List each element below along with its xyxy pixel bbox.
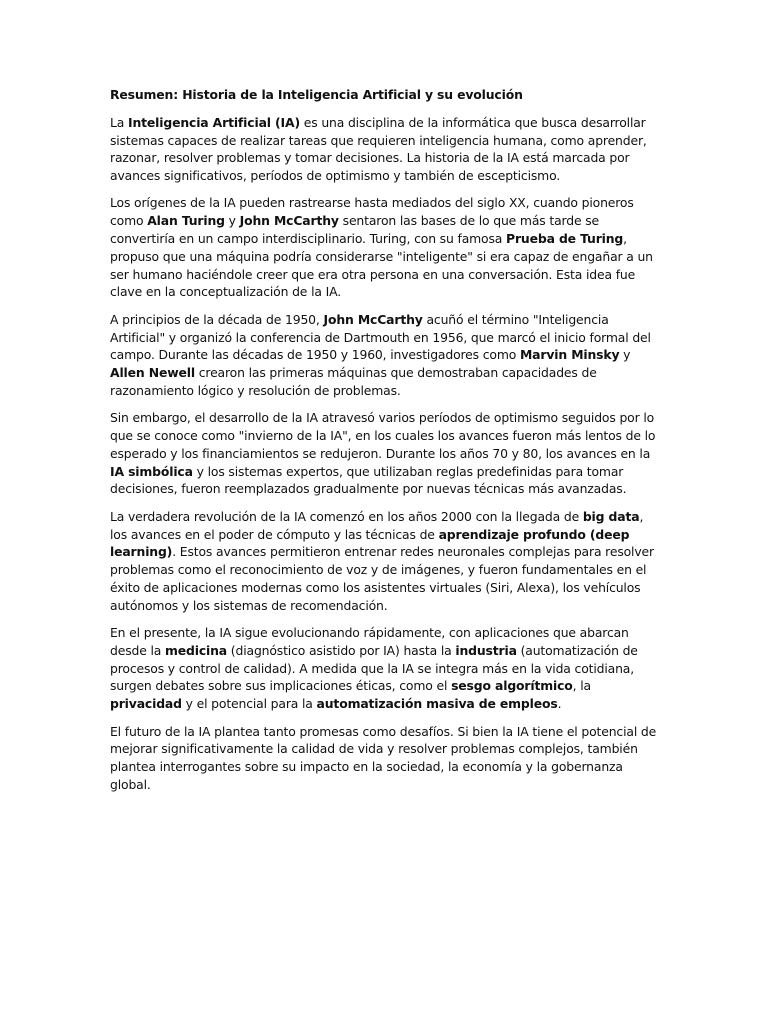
bold-term: industria	[455, 642, 517, 658]
bold-term: John McCarthy	[323, 311, 423, 327]
paragraph-text: (automatización de procesos y control de calidad). A medida que la IA se integra más en la vida cotidiana, surgen debates sobre sus implicaciones éticas, como el	[110, 642, 638, 694]
paragraph-text: Sin embargo, el desarrollo de la IA atravesó varios períodos de optimismo seguidos por lo que se conoce como "invierno de la IA", en los cuales los avances fueron más lentos de lo esperado y los financiamientos se redujeron. Durante los años 70 y 80, los avances en la	[110, 410, 656, 461]
paragraph-6	[110, 624, 662, 713]
bold-term: medicina	[165, 642, 228, 658]
bold-term: IA simbólica	[110, 463, 193, 479]
bold-term: big data	[582, 508, 640, 524]
paragraph-text: , propuso que una máquina podría considerarse "inteligente" si era capaz de engañar a un ser humano haciéndole creer que era otra persona en una conversación. Esta idea fue clave en la conceptualización de la IA.	[110, 231, 653, 300]
paragraph-text: , los avances en el poder de cómputo y las técnicas de	[110, 508, 644, 542]
paragraph-text: En el presente, la IA sigue evolucionando rápidamente, con aplicaciones que abarcan desde la	[110, 625, 629, 658]
paragraph-text: El futuro de la IA plantea tanto promesas como desafíos. Si bien la IA tiene el potencial de mejorar significativamente la calidad de vida y resolver problemas complejos, también plantea interrogantes sobre su impacto en la sociedad, la economía y la gobernanza global.	[110, 723, 657, 792]
bold-term: John McCarthy	[239, 213, 339, 229]
paragraph-text: crearon las primeras máquinas que demostraban capacidades de razonamiento lógico y resolución de problemas.	[110, 365, 597, 398]
paragraph-text: . Estos avances permitieron entrenar redes neuronales complejas para resolver problemas como el reconocimiento de voz y de imágenes, y fueron fundamentales en el éxito de aplicaciones modernas como los asistentes virtuales (Siri, Alexa), los vehículos autónomos y los sistemas de recomendación.	[110, 544, 654, 613]
paragraph-4	[110, 409, 662, 498]
paragraph-2	[110, 194, 662, 301]
paragraph-text: .	[557, 696, 562, 712]
bold-term: Marvin Minsky	[519, 347, 620, 363]
paragraph-text: es una disciplina de la informática que busca desarrollar sistemas capaces de realizar tareas que requieren inteligencia humana, como aprender, razonar, resolver problemas y tomar decisiones. La historia de la IA está marcada por avances significativos, períodos de optimismo y también de escepticismo.	[110, 114, 647, 184]
paragraph-text: acuñó el término "Inteligencia Artificial" y organizó la conferencia de Dartmouth en 1956, que marcó el inicio formal del campo. Durante las décadas de 1950 y 1960, investigadores como	[110, 311, 651, 363]
document-page	[110, 86, 662, 803]
paragraph-1	[110, 114, 662, 185]
paragraph-text: Los orígenes de la IA pueden rastrearse hasta mediados del siglo XX, cuando pioneros como	[110, 195, 634, 229]
paragraph-text: y	[619, 347, 631, 363]
bold-term: automatización masiva de empleos	[316, 696, 558, 712]
bold-term: aprendizaje profundo (deep learning)	[110, 526, 630, 560]
document-body	[110, 114, 662, 794]
paragraph-5	[110, 508, 662, 615]
bold-term: Alan Turing	[147, 213, 225, 229]
paragraph-text: La	[110, 114, 128, 130]
paragraph-text: sentaron las bases de lo que más tarde se convertiría en un campo interdisciplinario. Turing, con su famosa	[110, 213, 599, 247]
paragraph-3	[110, 311, 662, 400]
bold-term: sesgo algorítmico	[451, 678, 573, 694]
paragraph-text: , la	[572, 678, 591, 694]
paragraph-text: y el potencial para la	[181, 696, 317, 712]
paragraph-text: (diagnóstico asistido por IA) hasta la	[227, 642, 456, 658]
paragraph-7	[110, 723, 662, 794]
bold-term: Prueba de Turing	[506, 231, 624, 247]
bold-term: Allen Newell	[110, 365, 195, 381]
paragraph-text: y	[224, 213, 240, 229]
bold-term: Inteligencia Artificial (IA)	[128, 114, 300, 130]
paragraph-text: A principios de la década de 1950,	[110, 311, 324, 327]
paragraph-text: y los sistemas expertos, que utilizaban reglas predefinidas para tomar decisiones, fueron reemplazados gradualmente por nuevas técnicas más avanzadas.	[110, 463, 627, 497]
document-title: Resumen: Historia de la Inteligencia Artificial y su evolución	[110, 87, 523, 102]
bold-term: privacidad	[110, 696, 182, 712]
paragraph-text: La verdadera revolución de la IA comenzó en los años 2000 con la llegada de	[110, 508, 583, 524]
